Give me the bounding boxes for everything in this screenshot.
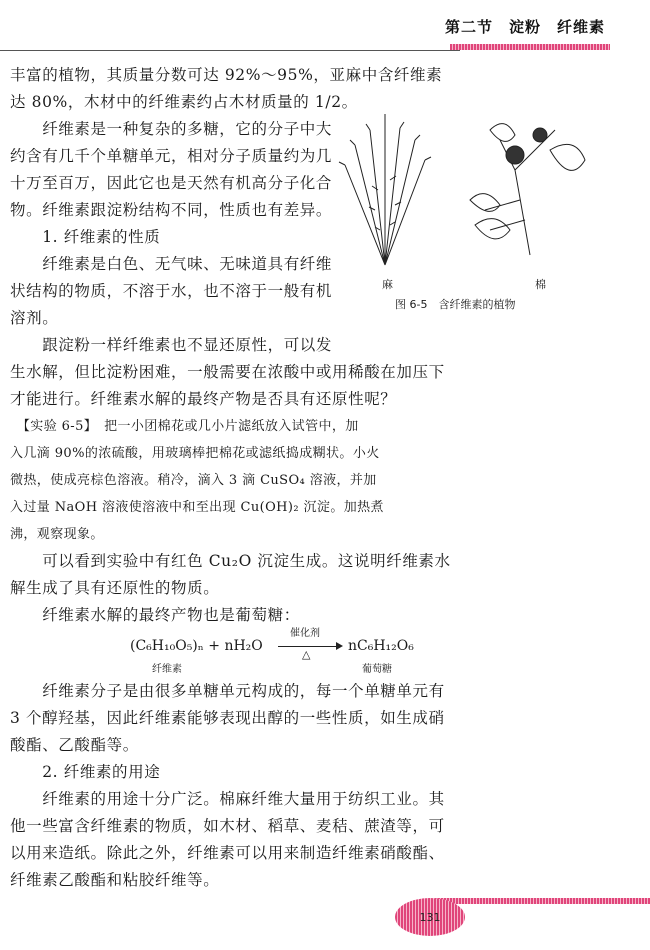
header-decoration	[450, 44, 610, 50]
arrowhead-icon	[336, 642, 343, 650]
flax-plant-icon	[330, 110, 440, 270]
equation-label-cellulose: 纤维素	[152, 664, 182, 675]
text-line: 3 个醇羟基，因此纤维素能够表现出醇的一些性质，如生成硝	[10, 709, 445, 727]
section-title: 第二节 淀粉 纤维素	[444, 18, 605, 36]
experiment-line: 【实验 6-5】 把一小团棉花或几小片滤纸放入试管中，加	[10, 419, 359, 434]
text-line: 解生成了具有还原性的物质。	[10, 579, 220, 597]
text-line: 他一些富含纤维素的物质，如木材、稻草、麦秸、蔗渣等，可	[10, 817, 445, 835]
text-line: 纤维素是白色、无气味、无味道具有纤维	[10, 255, 333, 273]
text-line: 状结构的物质，不溶于水，也不溶于一般有机	[10, 282, 333, 300]
header-rule	[0, 50, 460, 51]
arrow-icon	[278, 646, 340, 647]
experiment-line: 入几滴 90%的浓硫酸，用玻璃棒把棉花或滤纸捣成糊状。小火	[10, 446, 380, 461]
figure-label-cotton: 棉	[535, 278, 546, 291]
text-line: 纤维素乙酸酯和粘胶纤维等。	[10, 871, 220, 889]
text-line: 纤维素的用途十分广泛。棉麻纤维大量用于纺织工业。其	[10, 790, 445, 808]
hydrolysis-equation	[130, 630, 530, 676]
text-line: 十万至百万，因此它也是天然有机高分子化合	[10, 174, 333, 192]
text-line: 溶剂。	[10, 309, 59, 327]
text-line: 约含有几千个单糖单元，相对分子质量约为几	[10, 147, 333, 165]
equation-label-glucose: 葡萄糖	[362, 664, 392, 675]
text-line: 纤维素水解的最终产物也是葡萄糖：	[10, 606, 300, 624]
text-line: 纤维素分子是由很多单糖单元构成的，每一个单糖单元有	[10, 682, 445, 700]
page-number: 131	[419, 910, 441, 924]
subheading-properties: 1. 纤维素的性质	[10, 228, 161, 246]
text-line: 纤维素是一种复杂的多糖，它的分子中大	[10, 120, 333, 138]
page-number-badge	[395, 898, 465, 936]
figure-6-5	[330, 100, 610, 310]
text-line: 生水解，但比淀粉困难，一般需要在浓酸中或用稀酸在加压下	[10, 363, 445, 381]
text-line: 跟淀粉一样纤维素也不显还原性，可以发	[10, 336, 333, 354]
figure-label-flax: 麻	[382, 278, 393, 291]
experiment-line: 入过量 NaOH 溶液使溶液中和至出现 Cu(OH)₂ 沉淀。加热煮	[10, 500, 384, 515]
experiment-line: 微热，使成亮棕色溶液。稍冷，滴入 3 滴 CuSO₄ 溶液，并加	[10, 473, 377, 488]
experiment-line: 沸，观察现象。	[10, 527, 104, 542]
page-header	[0, 0, 650, 52]
equation-heat: △	[302, 648, 311, 661]
text-line: 才能进行。纤维素水解的最终产物是否具有还原性呢？	[10, 390, 397, 408]
text-line: 达 80%，木材中的纤维素约占木材质量的 1/2。	[10, 93, 358, 111]
text-line: 可以看到实验中有红色 Cu₂O 沉淀生成。这说明纤维素水	[10, 552, 451, 570]
text-line: 丰富的植物，其质量分数可达 92%～95%，亚麻中含纤维素	[10, 66, 443, 84]
text-line: 以用来造纸。除此之外，纤维素可以用来制造纤维素硝酸酯、	[10, 844, 445, 862]
footer-decoration	[435, 898, 650, 904]
text-line: 酸酯、乙酸酯等。	[10, 736, 139, 754]
equation-left: (C₆H₁₀O₅)ₙ + nH₂O	[130, 638, 263, 654]
figure-caption: 图 6-5 含纤维素的植物	[395, 298, 516, 311]
cotton-plant-icon	[460, 110, 600, 260]
equation-right: nC₆H₁₂O₆	[348, 638, 414, 654]
equation-catalyst: 催化剂	[290, 628, 320, 639]
text-line: 物。纤维素跟淀粉结构不同，性质也有差异。	[10, 201, 333, 219]
subheading-uses: 2. 纤维素的用途	[10, 763, 161, 781]
